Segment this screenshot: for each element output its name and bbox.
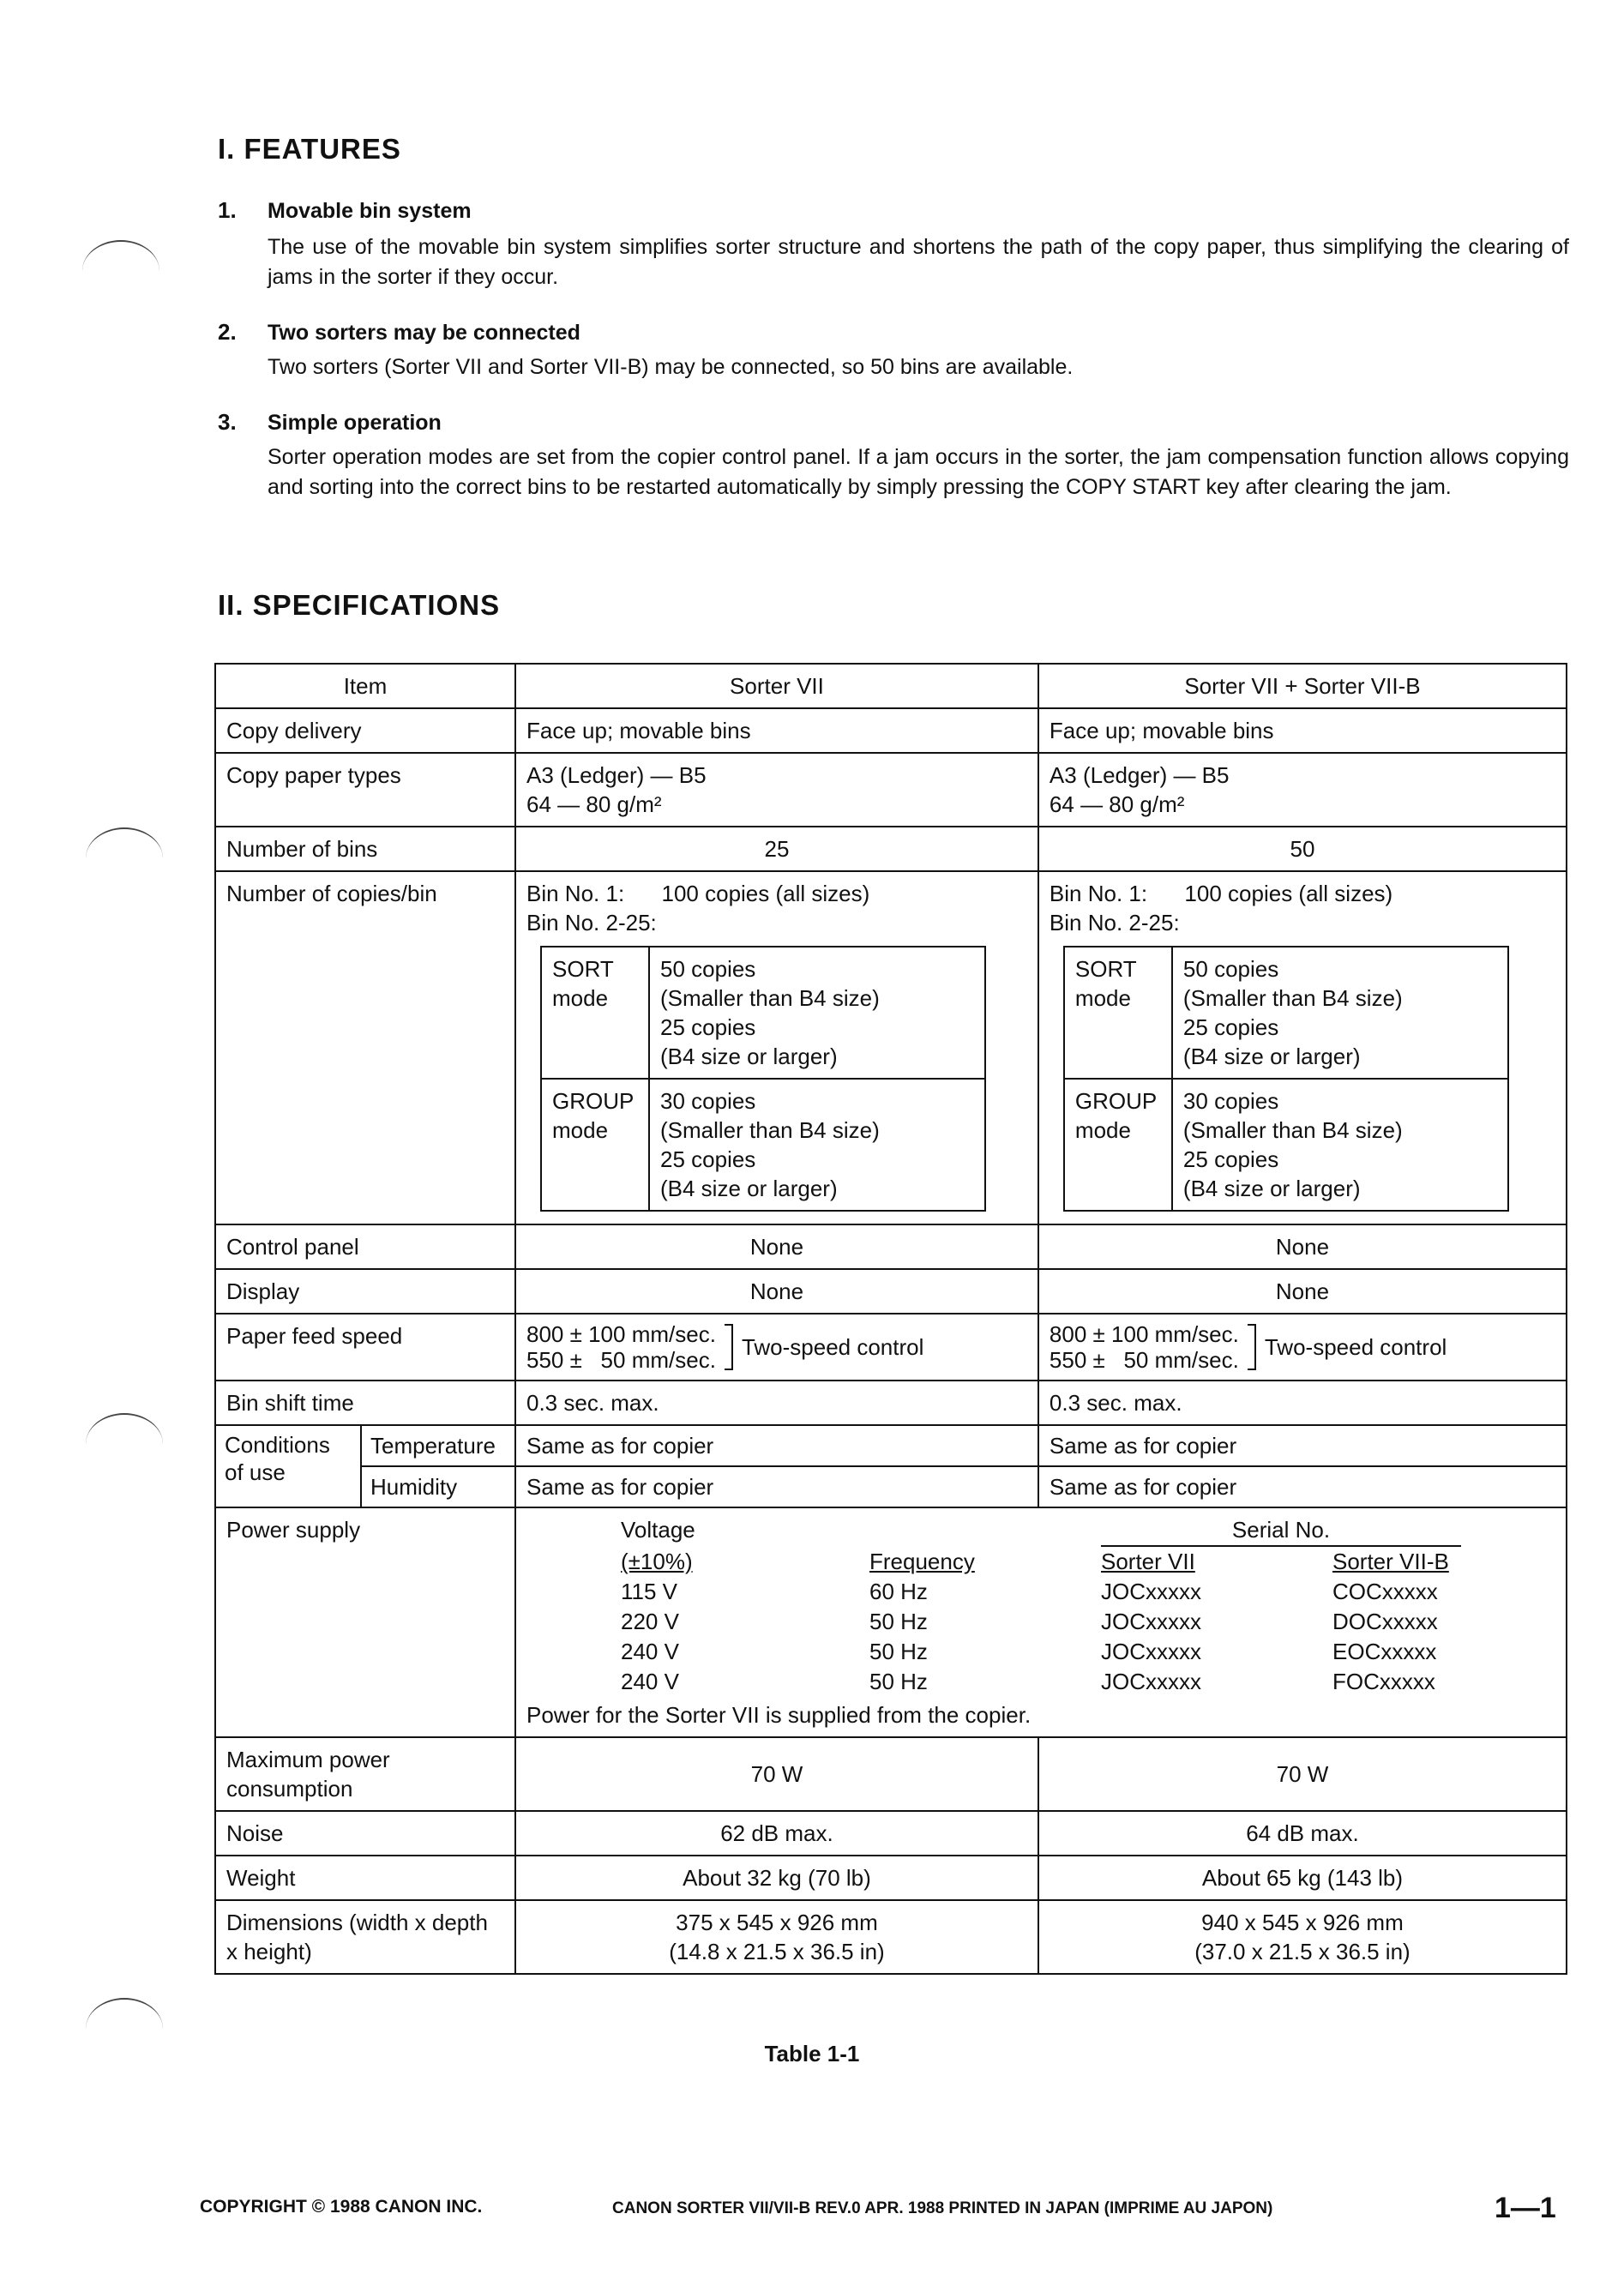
- voltage-tolerance: (±10%): [621, 1549, 693, 1574]
- footer-edition: CANON SORTER VII/VII-B REV.0 APR. 1988 PRINTED IN JAPAN (IMPRIME AU JAPON): [612, 2199, 1273, 2217]
- cell-value: 70 W: [515, 1737, 1038, 1811]
- cell-value: 0.3 sec. max.: [1038, 1381, 1567, 1425]
- dimensions-in: (37.0 x 21.5 x 36.5 in): [1194, 1939, 1410, 1964]
- dimensions-mm: 375 x 545 x 926 mm: [676, 1910, 878, 1935]
- cell-value: About 65 kg (143 lb): [1038, 1856, 1567, 1900]
- paper-weight: 64 — 80 g/m²: [1049, 791, 1185, 817]
- cell-value: [1038, 1425, 1567, 1507]
- table-row: [215, 1425, 1567, 1507]
- humidity-value: Same as for copier: [526, 1474, 714, 1500]
- serial-sorter-vii: Sorter VII: [1101, 1549, 1195, 1574]
- feature-number: 3.: [218, 409, 237, 435]
- speed-low: 550 ± 50 mm/sec.: [1049, 1347, 1239, 1373]
- cell-value: [1038, 871, 1567, 1224]
- table-caption: Table 1-1: [764, 2041, 860, 2066]
- sort-mode-values: [649, 947, 985, 1079]
- bin-mode-table: [540, 946, 986, 1212]
- dimensions-in: (14.8 x 21.5 x 36.5 in): [669, 1939, 885, 1964]
- header-item: Item: [215, 664, 515, 708]
- sort-mode-label: SORT mode: [541, 947, 649, 1079]
- section-features-heading: I. FEATURES: [218, 133, 401, 165]
- temperature-label: Temperature: [362, 1426, 514, 1467]
- row-label: Copy paper types: [215, 753, 515, 827]
- power-note: Power for the Sorter VII is supplied from the copier.: [526, 1702, 1032, 1728]
- cell-value: 62 dB max.: [515, 1811, 1038, 1856]
- mode-line: 50 copies: [1182, 956, 1279, 982]
- margin-mark: [86, 827, 163, 889]
- table-row: [215, 1381, 1567, 1425]
- serial-value: EOCxxxxx: [1332, 1639, 1437, 1664]
- row-label: Control panel: [215, 1224, 515, 1269]
- feature-number: 2.: [218, 319, 237, 345]
- row-label: Number of copies/bin: [215, 871, 515, 1224]
- mode-line: (B4 size or larger): [1182, 1044, 1361, 1069]
- row-label: Maximum power consumption: [215, 1737, 515, 1811]
- speed-high: 800 ± 100 mm/sec.: [1049, 1321, 1239, 1347]
- cell-value: 0.3 sec. max.: [515, 1381, 1038, 1425]
- temperature-value: Same as for copier: [516, 1426, 1038, 1467]
- table-row: [215, 708, 1567, 753]
- section-specifications-heading: II. SPECIFICATIONS: [218, 589, 501, 621]
- feature-body: Sorter operation modes are set from the copier control panel. If a jam occurs in the sorter, the jam compensation function allows copying and sorting into the correct bins to be restarted automatically by simply pressing the COPY START key after clearing the jam.: [268, 445, 1569, 499]
- feature-title: Two sorters may be connected: [268, 321, 580, 345]
- cell-value: None: [1038, 1224, 1567, 1269]
- table-row: [215, 827, 1567, 871]
- paper-weight: 64 — 80 g/m²: [526, 791, 662, 817]
- sort-mode-values: [1172, 947, 1508, 1079]
- feature-number: 1.: [218, 197, 237, 223]
- cell-value: [1038, 1314, 1567, 1381]
- serial-value: JOCxxxxx: [1101, 1579, 1201, 1604]
- voltage-value: 115 V: [621, 1579, 678, 1604]
- bin-2-text: Bin No. 2-25:: [1049, 910, 1180, 935]
- mode-line: (B4 size or larger): [660, 1044, 838, 1069]
- paper-size: A3 (Ledger) — B5: [526, 762, 707, 788]
- bin-2-text: Bin No. 2-25:: [526, 910, 657, 935]
- table-row: [215, 1811, 1567, 1856]
- table-row: [215, 753, 1567, 827]
- mode-line: 25 copies: [660, 1146, 756, 1172]
- speed-high: 800 ± 100 mm/sec.: [526, 1321, 716, 1347]
- row-label: Display: [215, 1269, 515, 1314]
- cell-value: Face up; movable bins: [1038, 708, 1567, 753]
- power-supply-grid: [526, 1515, 1555, 1697]
- speed-control: Two-speed control: [1264, 1334, 1447, 1360]
- sort-mode-label: SORT mode: [1064, 947, 1172, 1079]
- table-row: [215, 1507, 1567, 1737]
- table-header-row: [215, 664, 1567, 708]
- bin-mode-table: [1063, 946, 1509, 1212]
- mode-line: (Smaller than B4 size): [660, 985, 880, 1011]
- cell-value: 70 W: [1038, 1737, 1567, 1811]
- cell-value: [515, 1425, 1038, 1507]
- group-mode-label: GROUP mode: [1064, 1079, 1172, 1211]
- mode-line: (B4 size or larger): [1182, 1176, 1361, 1201]
- table-row: [215, 1737, 1567, 1811]
- cell-value: [1038, 1900, 1567, 1974]
- serial-head: Serial No.: [1101, 1515, 1461, 1547]
- table-row: [215, 871, 1567, 1224]
- table-row: [215, 1900, 1567, 1974]
- frequency-value: 50 Hz: [869, 1639, 928, 1664]
- mode-line: (Smaller than B4 size): [1182, 1117, 1403, 1143]
- temperature-value: Same as for copier: [1039, 1426, 1566, 1467]
- row-label: Bin shift time: [215, 1381, 515, 1425]
- serial-value: JOCxxxxx: [1101, 1609, 1201, 1634]
- cell-value: [515, 1314, 1038, 1381]
- table-row: [215, 1269, 1567, 1314]
- bracket: [725, 1324, 733, 1370]
- frequency-value: 60 Hz: [869, 1579, 928, 1604]
- row-label: Dimensions (width x depth x height): [215, 1900, 515, 1974]
- speed-control: Two-speed control: [741, 1334, 924, 1360]
- voltage-value: 220 V: [621, 1609, 679, 1634]
- specifications-table: [214, 663, 1567, 1975]
- margin-mark: [86, 1413, 163, 1475]
- page-number: 1—1: [1495, 2192, 1556, 2224]
- frequency-value: 50 Hz: [869, 1669, 928, 1694]
- serial-value: JOCxxxxx: [1101, 1669, 1201, 1694]
- mode-line: 25 copies: [660, 1014, 756, 1040]
- cell-value: None: [1038, 1269, 1567, 1314]
- serial-sorter-vii-b: Sorter VII-B: [1332, 1549, 1449, 1574]
- mode-line: (Smaller than B4 size): [1182, 985, 1403, 1011]
- mode-line: 30 copies: [660, 1088, 756, 1114]
- cell-value: Face up; movable bins: [515, 708, 1038, 753]
- row-label: Noise: [215, 1811, 515, 1856]
- feature-title: Movable bin system: [268, 199, 472, 223]
- row-label: Weight: [215, 1856, 515, 1900]
- table-row: [215, 1856, 1567, 1900]
- row-label: Paper feed speed: [215, 1314, 515, 1381]
- voltage-value: 240 V: [621, 1669, 679, 1694]
- cell-value: [515, 753, 1038, 827]
- voltage-head: Voltage: [621, 1517, 695, 1543]
- cell-value: 64 dB max.: [1038, 1811, 1567, 1856]
- bin-1-text: Bin No. 1: 100 copies (all sizes): [1049, 881, 1393, 906]
- frequency-value: 50 Hz: [869, 1609, 928, 1634]
- voltage-value: 240 V: [621, 1639, 679, 1664]
- serial-value: COCxxxxx: [1332, 1579, 1438, 1604]
- margin-mark: [82, 240, 159, 302]
- feature-body: The use of the movable bin system simplifies sorter structure and shortens the path of the copy paper, thus simplifying the clearing of jams in the sorter if they occur.: [268, 235, 1569, 289]
- serial-value: FOCxxxxx: [1332, 1669, 1435, 1694]
- mode-line: (Smaller than B4 size): [660, 1117, 880, 1143]
- row-label: Conditions of use: [216, 1426, 362, 1507]
- cell-value: [1038, 753, 1567, 827]
- table-row: [215, 1224, 1567, 1269]
- group-mode-values: [649, 1079, 985, 1211]
- power-supply-cell: [515, 1507, 1567, 1737]
- cell-value: None: [515, 1269, 1038, 1314]
- row-label: Number of bins: [215, 827, 515, 871]
- group-mode-label: GROUP mode: [541, 1079, 649, 1211]
- row-label: Power supply: [215, 1507, 515, 1737]
- cell-value: [515, 1900, 1038, 1974]
- header-sorter-vii: Sorter VII: [515, 664, 1038, 708]
- dimensions-mm: 940 x 545 x 926 mm: [1201, 1910, 1404, 1935]
- frequency-head: Frequency: [869, 1549, 975, 1574]
- header-sorter-vii-b: Sorter VII + Sorter VII-B: [1038, 664, 1567, 708]
- cell-value: About 32 kg (70 lb): [515, 1856, 1038, 1900]
- cell-value: 25: [515, 827, 1038, 871]
- table-row: [215, 1314, 1567, 1381]
- mode-line: (B4 size or larger): [660, 1176, 838, 1201]
- mode-line: 25 copies: [1182, 1014, 1279, 1040]
- bracket: [1248, 1324, 1256, 1370]
- feature-body: Two sorters (Sorter VII and Sorter VII-B) may be connected, so 50 bins are available.: [268, 355, 1074, 379]
- group-mode-values: [1172, 1079, 1508, 1211]
- mode-line: 50 copies: [660, 956, 756, 982]
- cell-value: None: [515, 1224, 1038, 1269]
- speed-low: 550 ± 50 mm/sec.: [526, 1347, 716, 1373]
- conditions-cell: [215, 1425, 515, 1507]
- feature-title: Simple operation: [268, 411, 442, 435]
- humidity-label: Humidity: [370, 1474, 458, 1500]
- row-label: Copy delivery: [215, 708, 515, 753]
- cell-value: [515, 871, 1038, 1224]
- humidity-value: Same as for copier: [1049, 1474, 1237, 1500]
- bin-1-text: Bin No. 1: 100 copies (all sizes): [526, 881, 870, 906]
- paper-size: A3 (Ledger) — B5: [1049, 762, 1230, 788]
- footer-copyright: COPYRIGHT © 1988 CANON INC.: [200, 2197, 483, 2217]
- cell-value: 50: [1038, 827, 1567, 871]
- mode-line: 25 copies: [1182, 1146, 1279, 1172]
- serial-value: DOCxxxxx: [1332, 1609, 1438, 1634]
- mode-line: 30 copies: [1182, 1088, 1279, 1114]
- serial-value: JOCxxxxx: [1101, 1639, 1201, 1664]
